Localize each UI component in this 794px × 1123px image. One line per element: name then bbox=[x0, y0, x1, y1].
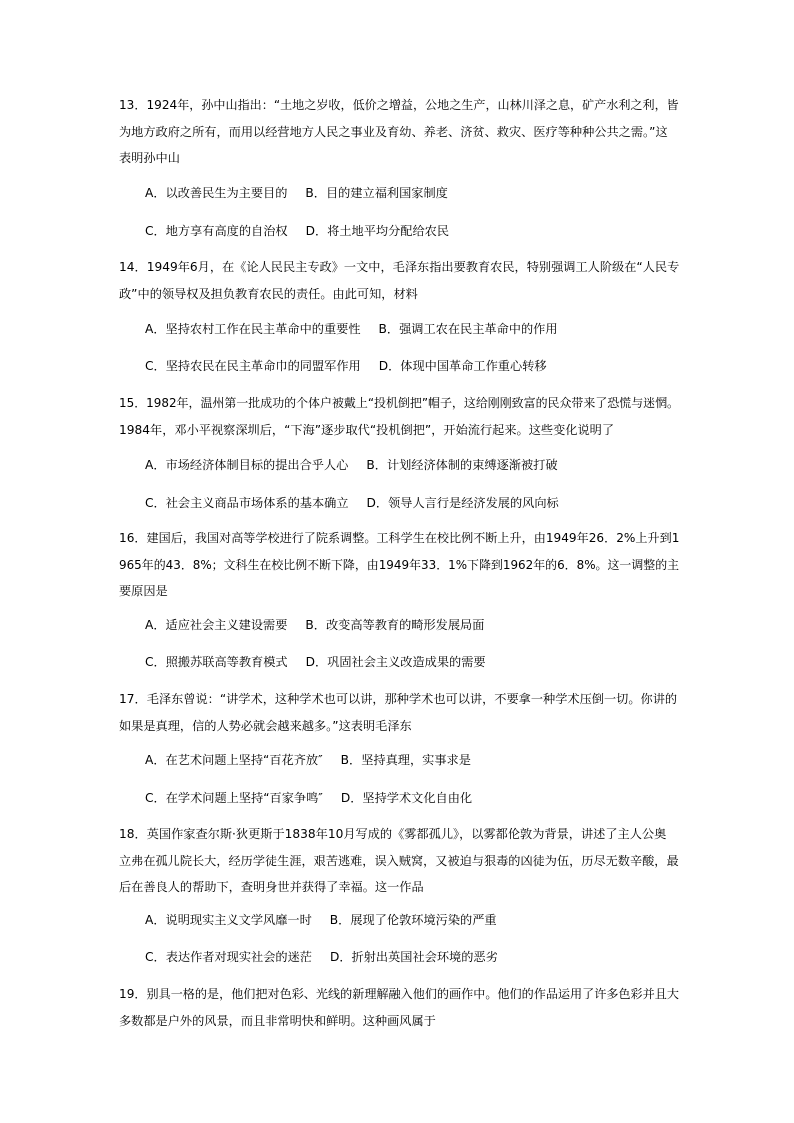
question-17-line-1: 17．毛泽东曾说：“讲学术，这种学术也可以讲，那种学术也可以讲，不要拿一种学术压倒一切。你讲的 bbox=[119, 692, 678, 706]
question-17-line-2: 如果是真理，信的人势必就会越来越多。”这表明毛泽东 bbox=[119, 718, 412, 733]
question-18-options-row-1 bbox=[145, 911, 497, 929]
question-15-options-row-2 bbox=[145, 494, 559, 512]
question-19-line-1: 19．别具一格的是，他们把对色彩、光线的新理解融入他们的画作中。他们的作品运用了许多色彩并且大 bbox=[119, 987, 679, 1001]
question-15-options-row-1 bbox=[145, 456, 558, 474]
question-15-line-2: 1984年，邓小平视察深圳后，“下海”逐步取代“投机倒把”，开始流行起来。这些变化说明了 bbox=[119, 422, 615, 437]
question-17-options-row-2 bbox=[145, 789, 472, 807]
option-b[interactable]: B．强调工农在民主革命中的作用 bbox=[378, 322, 558, 336]
question-14-line-1: 14．1949年6月，在《论人民民主专政》一文中，毛泽东指出要教育农民，特别强调工人阶级在“人民专 bbox=[119, 260, 680, 274]
option-a[interactable]: A．在艺术问题上坚持“百花齐放″ bbox=[145, 753, 323, 767]
option-a[interactable]: A．市场经济体制目标的提出合乎人心 bbox=[145, 458, 349, 472]
question-14 bbox=[119, 254, 679, 307]
option-b[interactable]: B．展现了伦敦环境污染的严重 bbox=[329, 913, 497, 927]
question-16-line-3: 要原因是 bbox=[119, 584, 168, 598]
question-18-line-1: 18．英国作家查尔斯·狄更斯于1838年10月写成的《雾都孤儿》，以雾都伦敦为背景，讲述了主人公奥 bbox=[119, 827, 667, 841]
question-17-options-row-1 bbox=[145, 751, 471, 769]
question-13-line-1: 13．1924年，孙中山指出：“土地之岁收，低价之增益，公地之生产，山林川泽之息，矿产水利之利，皆 bbox=[119, 98, 679, 112]
option-b[interactable]: B．改变高等教育的畸形发展局面 bbox=[305, 618, 485, 632]
question-18-options-row-2 bbox=[145, 948, 498, 966]
option-a[interactable]: A．说明现实主义文学风靡一时 bbox=[145, 913, 312, 927]
question-13-line-2: 为地方政府之所有，而用以经营地方人民之事业及育幼、养老、济贫、救灾、医疗等种种公共之需。”这 bbox=[119, 124, 668, 139]
question-19 bbox=[119, 981, 679, 1034]
question-13-options-row-2 bbox=[145, 222, 449, 240]
option-a[interactable]: A．适应社会主义建设需要 bbox=[145, 618, 288, 632]
option-d[interactable]: D．体现中国革命工作重心转移 bbox=[378, 359, 547, 373]
option-a[interactable]: A．坚持农村工作在民主革命中的重要性 bbox=[145, 322, 361, 336]
option-c[interactable]: C．社会主义商品市场体系的基本确立 bbox=[145, 496, 349, 510]
question-19-line-2: 多数都是户外的风景，而且非常明快和鲜明。这种画风属于 bbox=[119, 1013, 436, 1028]
option-d[interactable]: D．坚持学术文化自由化 bbox=[340, 791, 473, 805]
option-d[interactable]: D．将土地平均分配给农民 bbox=[305, 224, 450, 238]
question-16 bbox=[119, 525, 679, 605]
question-13-line-3: 表明孙中山 bbox=[119, 151, 180, 165]
option-c[interactable]: C．地方享有高度的自治权 bbox=[145, 224, 288, 238]
question-14-options-row-2 bbox=[145, 357, 547, 375]
option-c[interactable]: C．照搬苏联高等教育模式 bbox=[145, 655, 288, 669]
option-c[interactable]: C．表达作者对现实社会的迷茫 bbox=[145, 950, 312, 964]
option-b[interactable]: B．计划经济体制的束缚逐渐被打破 bbox=[366, 458, 558, 472]
option-d[interactable]: D．领导人言行是经济发展的风向标 bbox=[366, 496, 559, 510]
question-18-line-2: 立弗在孤儿院长大，经历学徒生涯，艰苦逃难，误入贼窝，又被迫与狠毒的凶徒为伍，历尽无数辛酸，最 bbox=[119, 853, 679, 868]
question-13 bbox=[119, 92, 679, 172]
question-17 bbox=[119, 686, 679, 739]
question-16-options-row-1 bbox=[145, 616, 484, 634]
question-16-line-2: 965年的43．8%；文科生在校比例不断下降，由1949年33．1%下降到1962年的6．8%。这一调整的主 bbox=[119, 557, 680, 572]
option-a[interactable]: A．以改善民生为主要目的 bbox=[145, 186, 288, 200]
question-14-options-row-1 bbox=[145, 320, 558, 338]
option-b[interactable]: B．坚持真理，实事求是 bbox=[340, 753, 471, 767]
option-c[interactable]: C．坚持农民在民主革命巾的同盟军作用 bbox=[145, 359, 361, 373]
question-16-options-row-2 bbox=[145, 653, 486, 671]
question-15 bbox=[119, 390, 679, 443]
option-b[interactable]: B．目的建立福利国家制度 bbox=[305, 186, 448, 200]
question-18-line-3: 后在善良人的帮助下，查明身世并获得了幸福。这一作品 bbox=[119, 880, 424, 894]
question-18 bbox=[119, 821, 679, 901]
question-14-line-2: 政”中的领导权及担负教育农民的责任。由此可知，材料 bbox=[119, 286, 418, 301]
question-16-line-1: 16．建国后，我国对高等学校进行了院系调整。工科学生在校比例不断上升，由1949年26．2%上升到1 bbox=[119, 531, 680, 545]
option-d[interactable]: D．巩固社会主义改造成果的需要 bbox=[305, 655, 486, 669]
question-13-options-row-1 bbox=[145, 184, 448, 202]
option-d[interactable]: D．折射出英国社会环境的恶劣 bbox=[329, 950, 498, 964]
option-c[interactable]: C．在学术问题上坚持“百家争鸣″ bbox=[145, 791, 323, 805]
question-15-line-1: 15．1982年，温州第一批成功的个体户被戴上“投机倒把”帽子，这给刚刚致富的民众带来了恐慌与迷惘。 bbox=[119, 396, 680, 410]
